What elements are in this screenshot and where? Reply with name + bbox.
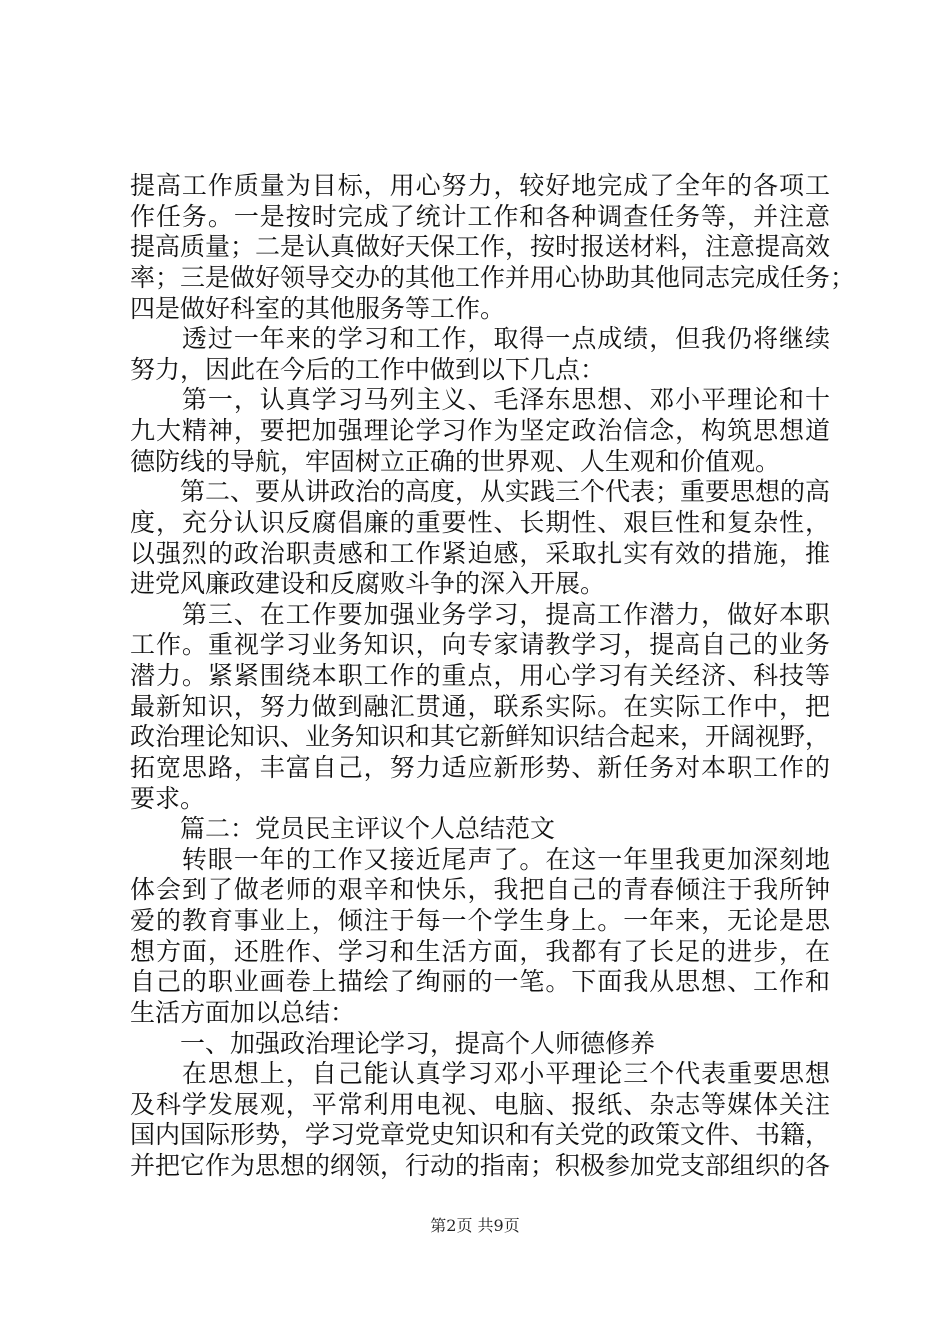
text-line: 第二、要从讲政治的高度，从实践三个代表；重要思想的高 xyxy=(130,477,831,506)
text-line: 潜力。紧紧围绕本职工作的重点，用心学习有关经济、科技等 xyxy=(130,661,830,690)
text-line: 爱的教育事业上，倾注于每一个学生身上。一年来，无论是思 xyxy=(130,906,830,935)
text-line: 拓宽思路，丰富自己，努力适应新形势、新任务对本职工作的 xyxy=(130,753,830,782)
text-line: 自己的职业画卷上描绘了绚丽的一笔。下面我从思想、工作和 xyxy=(130,967,830,996)
text-line: 在思想上，自己能认真学习邓小平理论三个代表重要思想 xyxy=(130,1059,830,1088)
text-line: 四是做好科室的其他服务等工作。 xyxy=(130,294,506,323)
text-line: 生活方面加以总结： xyxy=(130,998,356,1027)
text-line: 体会到了做老师的艰辛和快乐，我把自己的青春倾注于我所钟 xyxy=(130,875,830,904)
text-line: 第一，认真学习马列主义、毛泽东思想、邓小平理论和十 xyxy=(130,385,830,414)
text-line: 率；三是做好领导交办的其他工作并用心协助其他同志完成任务； xyxy=(130,263,856,292)
text-line: 度，充分认识反腐倡廉的重要性、长期性、艰巨性和复杂性， xyxy=(130,508,830,537)
text-line: 国内国际形势，学习党章党史知识和有关党的政策文件、书籍， xyxy=(130,1120,831,1149)
text-line: 进党风廉政建设和反腐败斗争的深入开展。 xyxy=(130,569,606,598)
text-line: 九大精神，要把加强理论学习作为坚定政治信念，构筑思想道 xyxy=(130,416,830,445)
section-heading: 篇二：党员民主评议个人总结范文 xyxy=(130,814,556,843)
text-line: 努力，因此在今后的工作中做到以下几点： xyxy=(130,355,606,384)
text-line: 要求。 xyxy=(130,784,206,813)
text-line: 最新知识，努力做到融汇贯通，联系实际。在实际工作中，把 xyxy=(130,692,830,721)
text-line: 及科学发展观，平常利用电视、电脑、报纸、杂志等媒体关注 xyxy=(130,1090,830,1119)
text-line: 政治理论知识、业务知识和其它新鲜知识结合起来，开阔视野， xyxy=(130,722,831,751)
text-line: 提高质量；二是认真做好天保工作，按时报送材料，注意提高效 xyxy=(130,232,831,261)
subsection-heading: 一、加强政治理论学习，提高个人师德修养 xyxy=(130,1029,656,1058)
text-line: 透过一年来的学习和工作，取得一点成绩，但我仍将继续 xyxy=(130,324,830,353)
text-line: 第三、在工作要加强业务学习，提高工作潜力，做好本职 xyxy=(130,600,830,629)
text-line: 工作。重视学习业务知识，向专家请教学习，提高自己的业务 xyxy=(130,630,830,659)
text-line: 并把它作为思想的纲领，行动的指南；积极参加党支部组织的各 xyxy=(130,1151,831,1180)
text-line: 想方面，还胜作、学习和生活方面，我都有了长足的进步，在 xyxy=(130,937,830,966)
page-footer: 第2页 共9页 xyxy=(430,1216,520,1235)
text-line: 德防线的导航，牢固树立正确的世界观、人生观和价值观。 xyxy=(130,447,781,476)
text-line: 转眼一年的工作又接近尾声了。在这一年里我更加深刻地 xyxy=(130,845,830,874)
text-line: 提高工作质量为目标，用心努力，较好地完成了全年的各项工 xyxy=(130,171,830,200)
text-line: 作任务。一是按时完成了统计工作和各种调查任务等，并注意 xyxy=(130,202,830,231)
text-line: 以强烈的政治职责感和工作紧迫感，采取扎实有效的措施，推 xyxy=(130,539,830,568)
